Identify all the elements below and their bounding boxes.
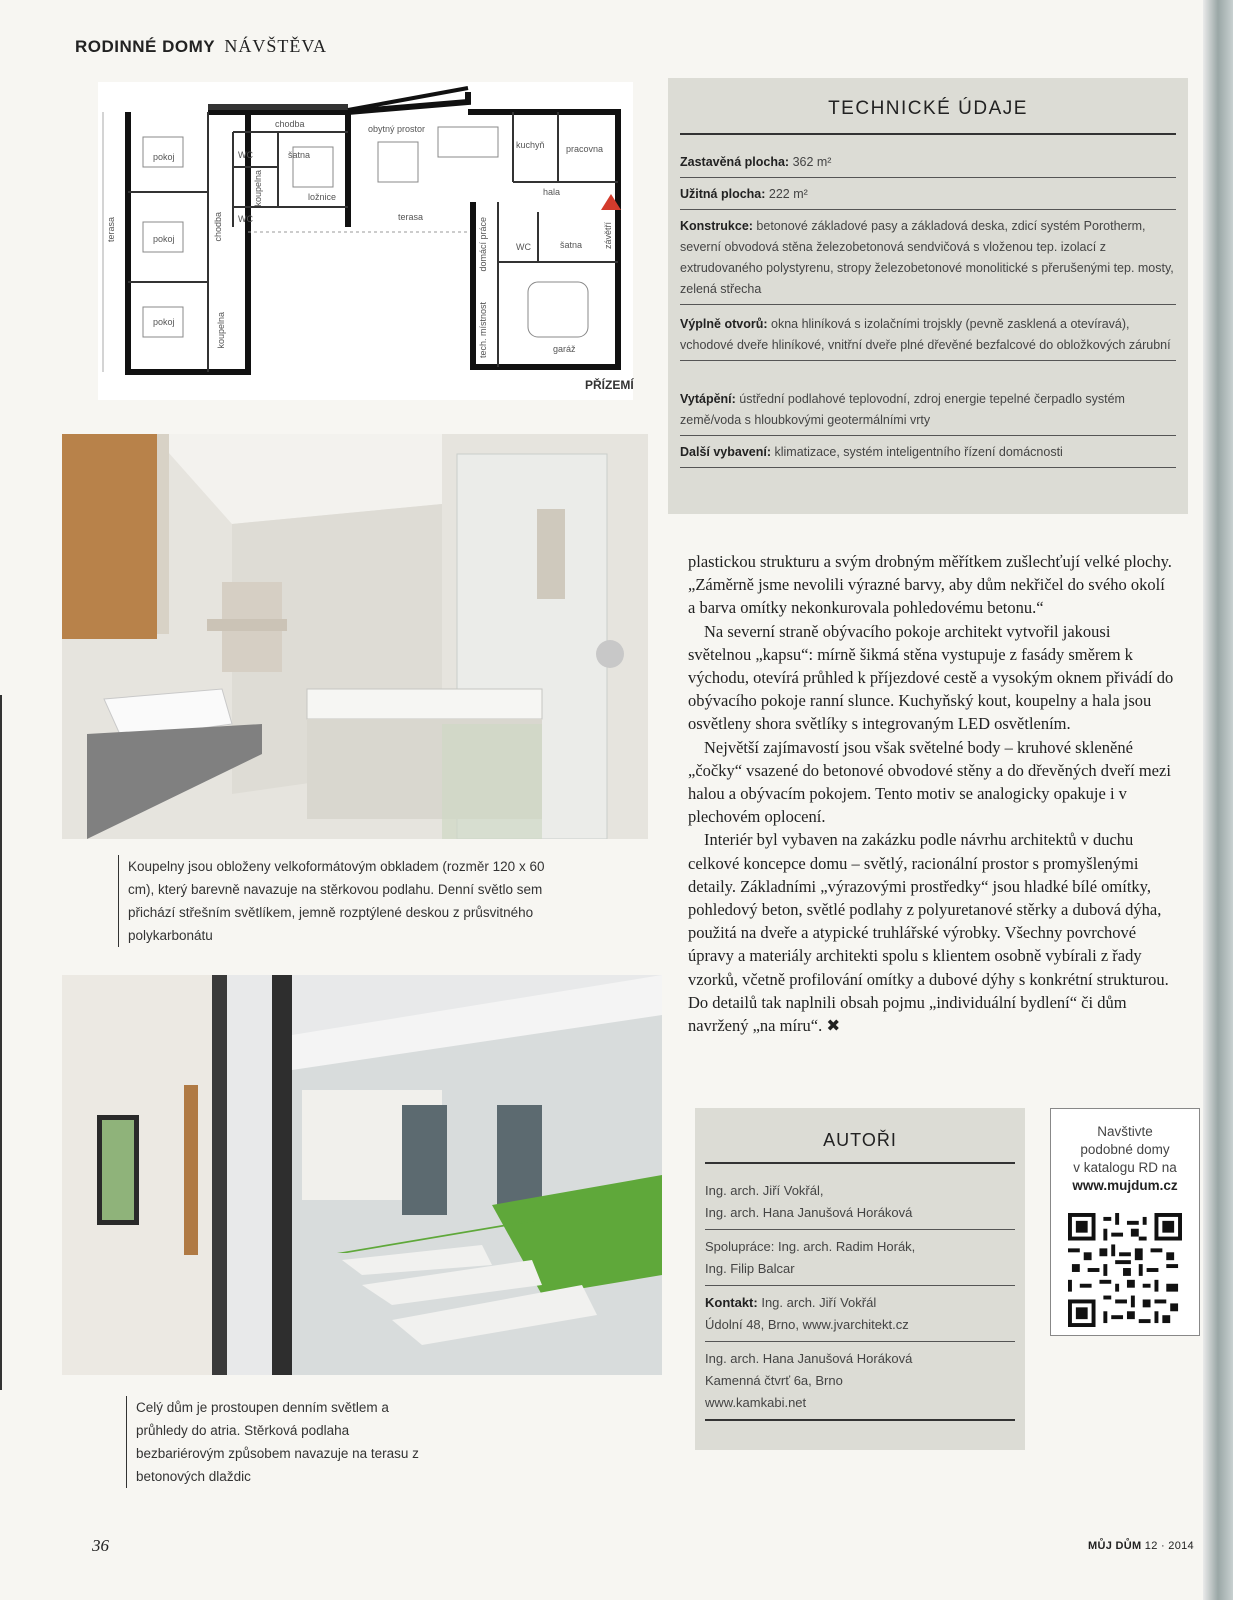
tech-value: 362 m² [792,155,832,169]
label-loznice: ložnice [308,192,337,202]
tech-value: betonové základové pasy a základová deska, zdicí systém Porotherm, severní obvodová stěna železobetonová sendvičová s vloženou tep. izolací z extrudovaného polystyrenu, stropy železobetonové monolitické s přerušenými tep. mosty, zelená střecha [680,219,1174,296]
tech-row [680,436,1176,468]
page-header [75,36,327,57]
collab-name: Ing. Filip Balcar [705,1261,795,1276]
label-koupelna-1: koupelna [253,170,263,207]
label-wc-1: WC [238,150,253,160]
article-paragraph: Na severní straně obývacího pokoje architekt vytvořil jakousi světelnou „kapsu“: mírně šikmá stěna vystupuje z fasády směrem k východu, otevírá průhled k příjezdové cestě a vysokým oknem přivádí do obývacího pokoje ranní slunce. Kuchyňský kout, koupelny a hala jsou osvětleny shora světlíky s integrovaným LED osvětlením. [688,621,1174,734]
promo-line: Navštivte [1097,1124,1153,1139]
caption-bathroom: Koupelny jsou obloženy velkoformátovým obkladem (rozměr 120 x 60 cm), který barevně navazuje na stěrkovou podlahu. Denní světlo sem přichází střešním světlíkem, jemně rozptýlené deskou z průsvitného polykarbonátu [118,855,548,947]
tech-row [680,178,1176,210]
tech-value: klimatizace, systém inteligentního řízení domácnosti [774,445,1063,459]
label-obytny-prostor: obytný prostor [368,124,426,134]
promo-box[interactable] [1050,1108,1200,1336]
article-body [688,550,1174,1037]
page-edge [1203,0,1233,1600]
magazine-issue: 12 · 2014 [1144,1540,1194,1552]
promo-line: podobné domy [1080,1142,1170,1157]
floor-plan [98,82,633,400]
end-mark-icon: ✖ [826,1016,841,1036]
author-name: Ing. arch. Jiří Vokřál, [705,1183,824,1198]
atrium-photo [62,975,662,1375]
label-domaci-prace: domácí práce [478,217,488,272]
article-paragraph-text: Interiér byl vybaven na zakázku podle návrhu architektů v duchu celkové koncepce domu – světlý, racionální prostor s promyšlenými detaily. Základními „výrazovými prostředky“ jsou hladké bílé omítky, pohledový beton, světlé podlahy z polyuretanové stěrky a dubová dýha, použitá na dveře a atypické truhlářské výrobky. Všechny povrchové úpravy a materiály architekti spolu s klientem osobně vybírali z řady vzorků, včetně profilování omítky a dubové dýhy s konkrétní strukturou. Do detailů tak naplnili obsah pojmu „individuální bydlení“ či dům navržený „na míru“. [688,830,1169,1036]
promo-line: v katalogu RD na [1073,1160,1177,1175]
authors-collaboration [705,1230,1015,1286]
technical-data-title: TECHNICKÉ ÚDAJE [828,98,1028,119]
label-chodba-left: chodba [213,212,223,242]
tech-label: Další vybavení: [680,445,772,459]
authors-box [695,1108,1025,1450]
caption-atrium: Celý dům je prostoupen denním světlem a průhledy do atria. Stěrková podlaha bezbariérovým způsobem navazuje na terasu z betonových dlaždic [126,1396,436,1488]
collab-name: Ing. arch. Radim Horák, [778,1239,916,1254]
authors-names [705,1174,1015,1230]
article-paragraph [688,828,1174,1037]
authors-title: AUTOŘI [823,1130,897,1150]
label-chodba-top: chodba [275,119,305,129]
label-kuchyn: kuchyň [516,140,545,150]
label-tech-mistnost: tech. místnost [478,302,488,359]
label-pokoj-3: pokoj [153,317,175,327]
authors-contact-2 [705,1342,1015,1421]
authors-contact [705,1286,1015,1342]
tech-label: Konstrukce: [680,219,753,233]
label-pokoj-2: pokoj [153,234,175,244]
contact-text: Kamenná čtvrť 6a, Brno [705,1373,843,1388]
label-terasa-mid: terasa [398,212,424,222]
tech-label: Vytápění: [680,392,736,406]
label-koupelna-2: koupelna [216,312,226,349]
tech-row [680,308,1176,361]
contact-label: Kontakt: [705,1295,758,1310]
contact-text: Ing. arch. Jiří Vokřál [761,1295,877,1310]
label-pracovna: pracovna [566,144,604,154]
tech-row [680,210,1176,305]
article-paragraph: Největší zajímavostí jsou však světelné body – kruhové skleněné „čočky“ vsazené do betonové obvodové stěny a do dřevěných dveří mezi halou a obývacím pokojem. Tento motiv se analogicky opakuje i v plechovém oplocení. [688,737,1171,827]
bathroom-illustration [62,434,648,839]
tech-value: 222 m² [768,187,808,201]
tech-label: Výplně otvorů: [680,317,768,331]
label-terasa-left: terasa [106,217,116,243]
label-zavetri: závětří [603,222,613,250]
tech-label: Užitná plocha: [680,187,766,201]
label-hala: hala [543,187,561,197]
tech-value: ústřední podlahové teplovodní, zdroj energie tepelné čerpadlo systém země/voda s hloubkovými geotermálními vrty [680,392,1125,427]
subsection-title: NÁVŠTĚVA [224,36,328,56]
author-name: Ing. arch. Hana Janušová Horáková [705,1205,913,1220]
qr-code-icon[interactable] [1068,1213,1182,1327]
contact-text: Údolní 48, Brno, www.jvarchitekt.cz [705,1317,909,1332]
section-title: RODINNÉ DOMY [75,37,216,56]
floor-plan-title: PŘÍZEMÍ [585,378,634,392]
label-wc-2: WC [238,214,253,224]
divider [705,1162,1015,1164]
article-paragraph: plastickou strukturu a svým drobným měřítkem zušlechťují velké plochy. „Záměrně jsme nevolili výrazné barvy, aby dům nekřičel do svého okolí a barva omítky nekonkurovala pohledovému betonu.“ [688,552,1172,618]
magazine-footer [1088,1540,1194,1552]
label-wc-3: WC [516,242,531,252]
tech-row [680,146,1176,178]
contact-text: www.kamkabi.net [705,1395,807,1410]
left-edge-mark [0,695,2,1390]
label-pokoj-1: pokoj [153,152,175,162]
label-satna-2: šatna [560,240,583,250]
divider [680,133,1176,135]
technical-data-box [668,78,1188,514]
collab-label: Spolupráce: [705,1239,775,1254]
promo-text [1051,1123,1199,1195]
bathroom-photo [62,434,648,839]
label-garaz: garáž [553,344,576,354]
atrium-illustration [62,975,662,1375]
tech-row [680,383,1176,436]
promo-url-link[interactable]: www.mujdum.cz [1072,1178,1178,1193]
contact-text: Ing. arch. Hana Janušová Horáková [705,1351,913,1366]
magazine-name: MŮJ DŮM [1088,1540,1142,1552]
tech-label: Zastavěná plocha: [680,155,790,169]
tech-value: okna hliníková s izolačními trojskly (pevně zasklená a otevíravá), vchodové dveře hliníkové, vnitřní dveře plné dřevěné bezfalcové do obložkových zárubní [680,317,1171,352]
label-satna-1: šatna [288,150,311,160]
page-number: 36 [92,1536,109,1555]
